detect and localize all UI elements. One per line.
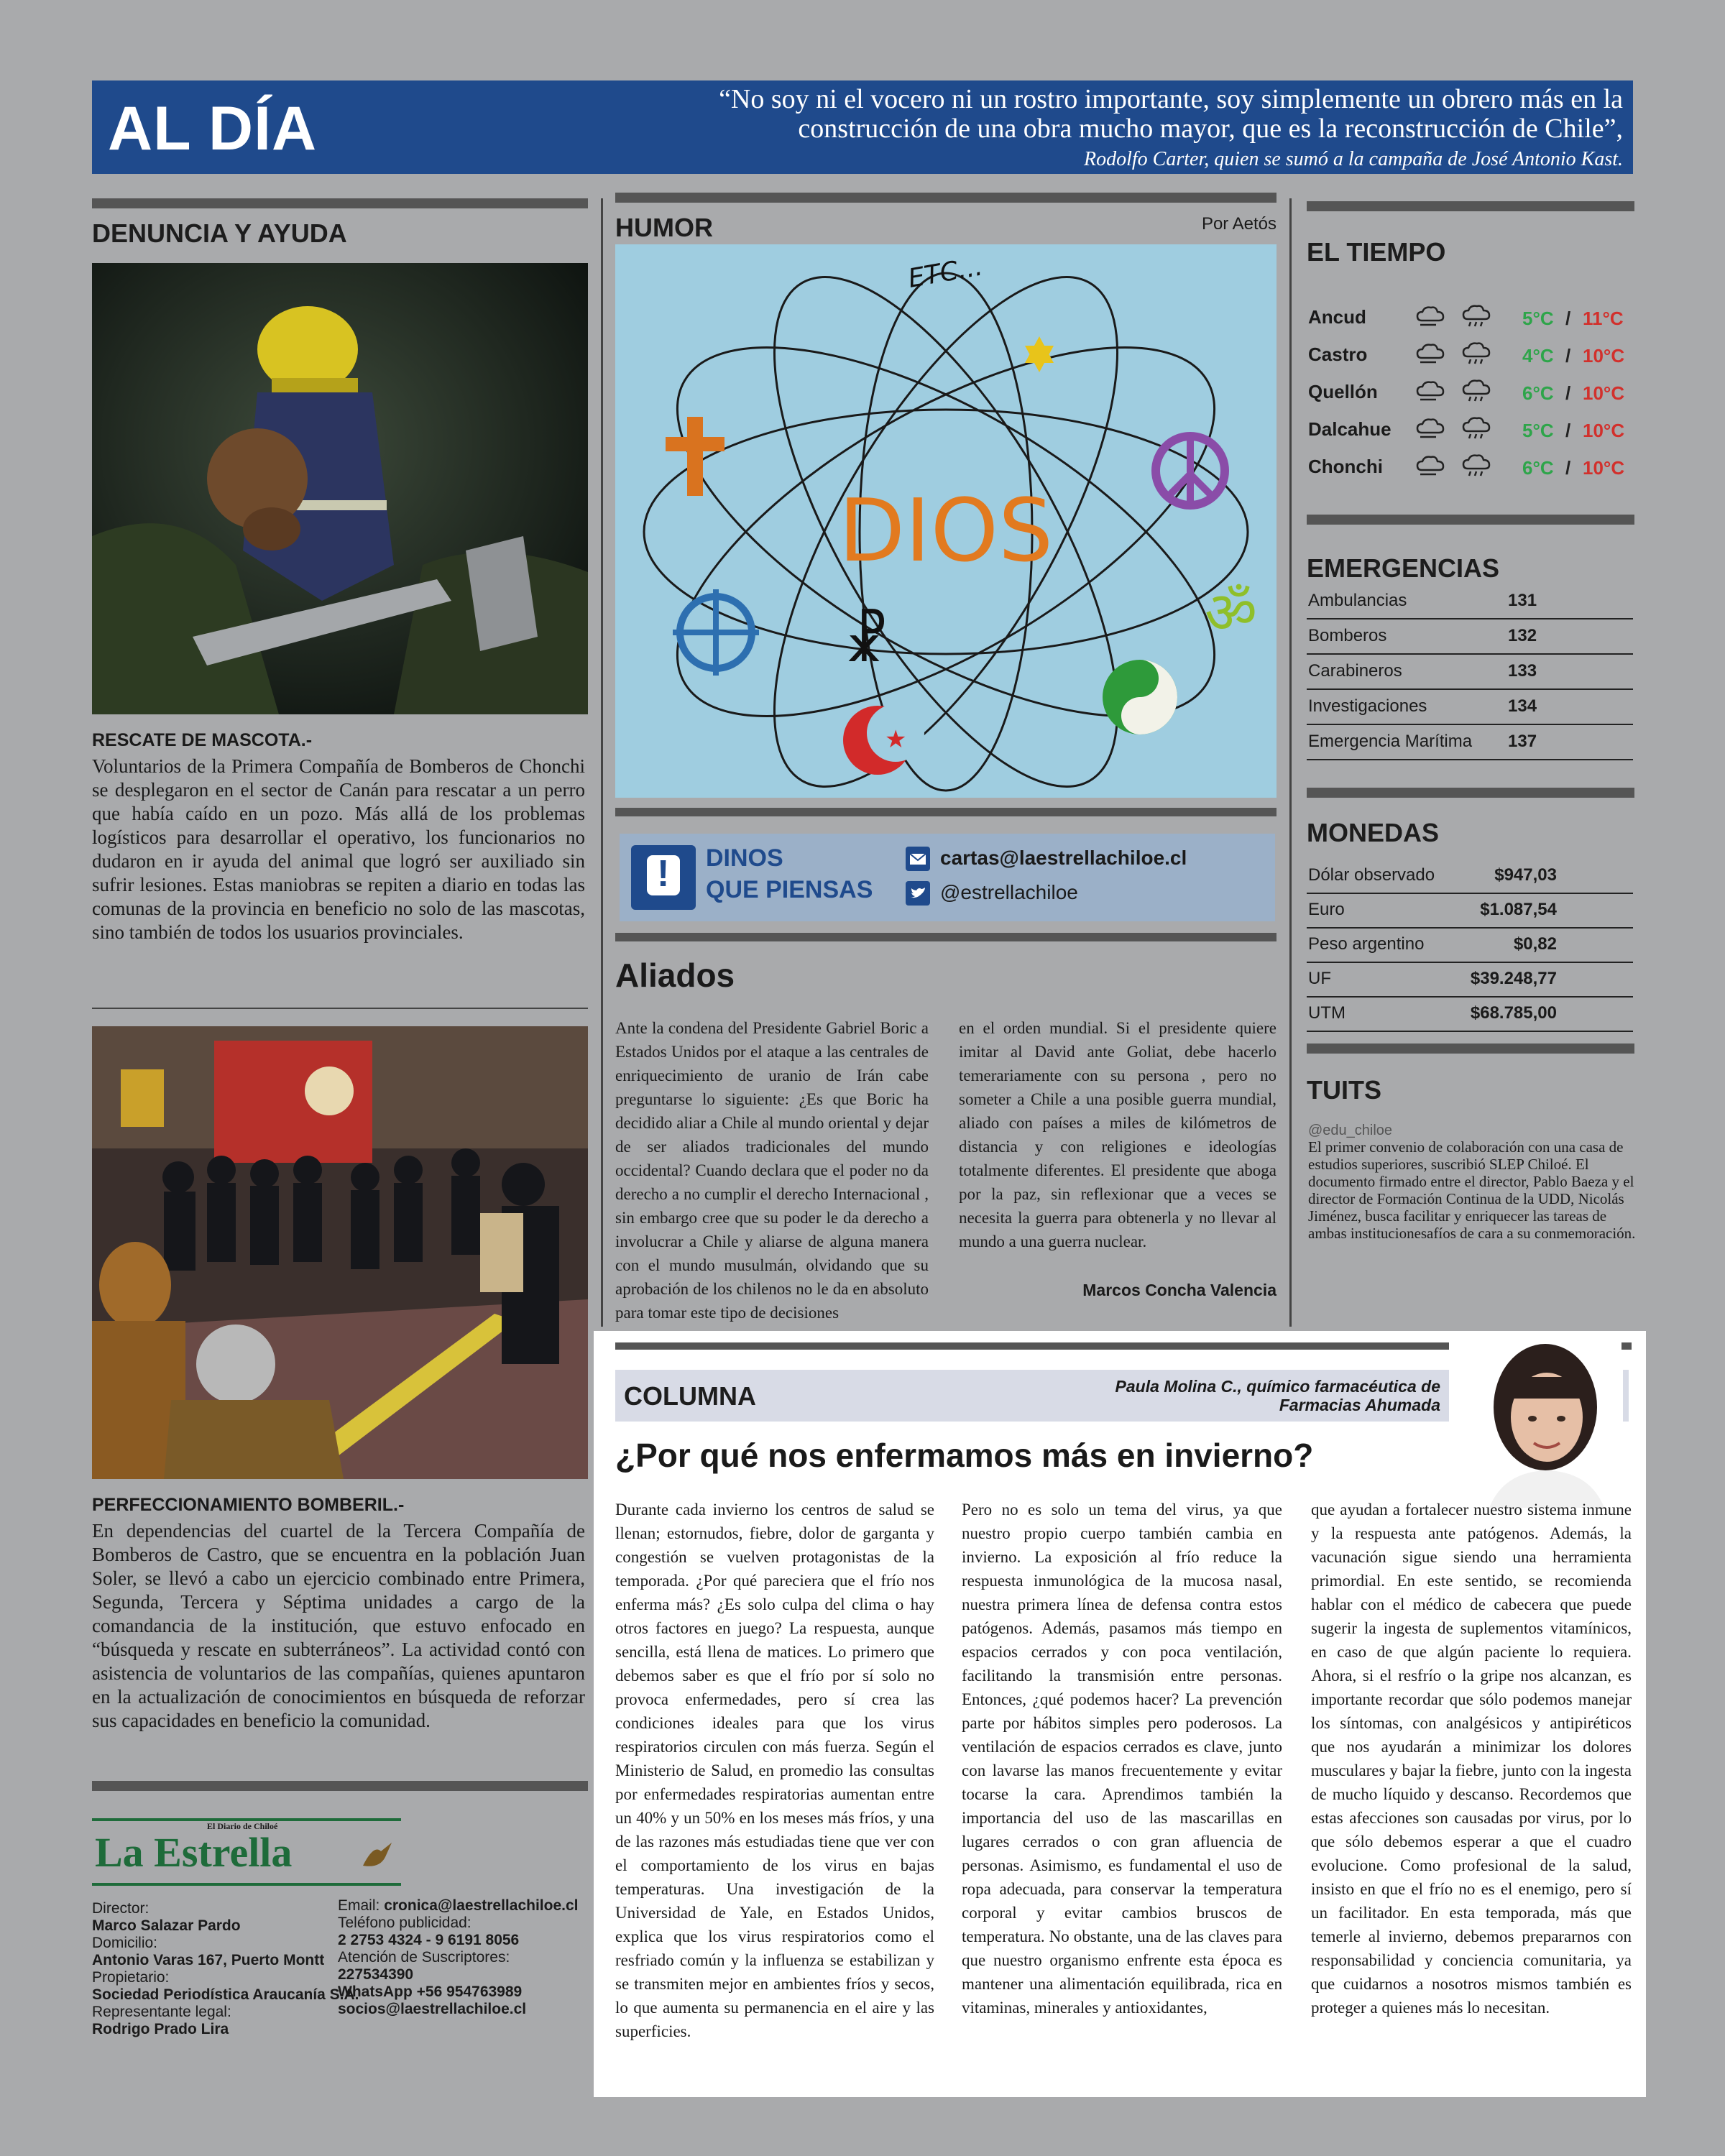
divider	[1307, 515, 1634, 525]
weather-max: 11°C	[1583, 308, 1624, 329]
caption-text: En dependencias del cuartel de la Tercera Compañía de Bomberos de Castro, que se encuentra en la población Juan Soler, se llevó a cabo un ejercicio combinado entre Primera, Segunda, Tercera y Séptima unidades a cargo de la comandancia de la institución, que estuvo enfocado en “búsqueda y rescate en subterráneos”. La actividad contó con asistencia de voluntarios de las compañías, quienes apuntaron en la actualización de conocimientos en búsqueda de reforzar sus capacidades en beneficio la comunidad.	[92, 1520, 585, 1731]
staff-socios-email[interactable]: socios@laestrellachiloe.cl	[338, 2001, 527, 2017]
cloud-rain-icon	[1460, 415, 1492, 441]
denuncia-heading: DENUNCIA Y AYUDA	[92, 218, 347, 248]
weather-max: 10°C	[1583, 420, 1625, 441]
emergency-row	[1307, 689, 1633, 725]
emergency-row	[1307, 654, 1633, 690]
aliados-col2: en el orden mundial. Si el presidente quiere imitar al David ante Goliat, debe hacerlo temerariamente con su persona , pero no someter a Chile a una posible guerra mundial, aliado con países a miles de kilómetros de distancia y con religiones e ideologías totalmente diferentes. El presidente que aboga por la paz, sin reflexionar que a veces se necesita la guerra para obtenerla y no llevar al mundo a una guerra nuclear.	[959, 1019, 1276, 1250]
currency-label: UF	[1308, 969, 1331, 988]
aliados-author: Marcos Concha Valencia	[1082, 1281, 1276, 1299]
weather-min: 6°C	[1522, 382, 1554, 404]
column-rule	[1289, 198, 1292, 1327]
weather-row	[1307, 300, 1634, 336]
tiempo-heading: EL TIEMPO	[1307, 237, 1446, 267]
weather-separator: /	[1565, 308, 1571, 329]
section-title: AL DÍA	[108, 94, 318, 163]
weather-min: 5°C	[1522, 420, 1554, 441]
divider	[1307, 201, 1634, 211]
aliados-col1: Ante la condena del Presidente Gabriel Boric a Estados Unidos por el ataque a las centrales de enriquecimiento de uranio de Irán cabe preguntarse lo siguiente: ¿Es que Boric ha decidido aliar a Chile al mundo oriental y dejar de ser aliados tradicionales del mundo occidental? Cuando declara que el poder no da derecho a no cumplir el derecho Internacional , sin embargo cree que su poder le da derecho a involucrar a Chile y aliarse de alguna manera con el mundo musulmán, olvidando que su aprobación de los chilenos no le da en absoluto para tomar este tipo de decisiones	[615, 1019, 929, 1322]
weather-city: Chonchi	[1308, 456, 1383, 477]
tuit-handle[interactable]: @edu_chiloe	[1308, 1123, 1393, 1138]
om-icon: ॐ	[1205, 579, 1257, 646]
cross-icon	[666, 417, 724, 496]
tuit-text: El primer convenio de colaboración con una casa de estudios superiores, suscribió SLEP Chiloé. El documento firmado entre el director, Pablo Baeza y el director de Formación Continua de la UDD, Nicolás Jiménez, busca facilitar y enriquecer las tareas de ambas institucionesafíos de cara a su conmemoración.	[1308, 1138, 1636, 1242]
emergency-number: 137	[1508, 732, 1537, 751]
currency-row	[1307, 962, 1633, 998]
emergency-row	[1307, 584, 1633, 619]
caption-title: RESCATE DE MASCOTA.-	[92, 730, 313, 750]
twitter-icon	[906, 881, 930, 906]
contact-email[interactable]: cartas@laestrellachiloe.cl	[940, 847, 1187, 869]
weather-min: 4°C	[1522, 345, 1554, 367]
currency-label: Euro	[1308, 900, 1345, 919]
caption-title: PERFECCIONAMIENTO BOMBERIL.-	[92, 1495, 405, 1515]
columna-header: COLUMNA Paula Molina C., químico farmacéutica de Farmacias Ahumada	[615, 1370, 1449, 1422]
bird-icon	[359, 1837, 395, 1873]
aliados-title: Aliados	[615, 957, 735, 994]
weather-max: 10°C	[1583, 457, 1625, 479]
section-header	[92, 80, 1633, 174]
weather-min: 5°C	[1522, 308, 1554, 329]
emergency-row	[1307, 619, 1633, 655]
cartoon-word: DIOS	[838, 482, 1054, 581]
weather-max: 10°C	[1583, 382, 1625, 404]
emergency-label: Carabineros	[1308, 661, 1402, 681]
emergency-number: 132	[1508, 626, 1537, 645]
emergency-row	[1307, 724, 1633, 760]
cloud-wind-icon	[1414, 453, 1446, 479]
quote-attribution: Rodolfo Carter, quien se sumó a la campaña de José Antonio Kast.	[1084, 148, 1623, 170]
columna-byline: Paula Molina C., químico farmacéutica de	[1115, 1377, 1440, 1396]
weather-city: Quellón	[1308, 381, 1378, 402]
photo-dog-rescue	[92, 263, 588, 714]
emergencias-heading: EMERGENCIAS	[1307, 553, 1500, 583]
currency-value: $0,82	[1513, 934, 1557, 954]
currency-value: $1.087,54	[1480, 900, 1557, 919]
weather-separator: /	[1565, 457, 1571, 479]
mail-icon	[906, 847, 930, 871]
weather-separator: /	[1565, 382, 1571, 404]
staff-left: Director: Marco Salazar Pardo Domicilio: Antonio Varas 167, Puerto Montt Propietario: Sociedad Periodística Araucanía S.A. Representante legal: Rodrigo Prado Lira	[92, 1900, 359, 2037]
cloud-wind-icon	[1414, 378, 1446, 404]
currency-value: $39.248,77	[1470, 969, 1557, 988]
columna-heading: COLUMNA	[624, 1381, 756, 1411]
emergency-number: 133	[1508, 661, 1537, 681]
humor-cartoon	[615, 244, 1276, 798]
currency-label: Dólar observado	[1308, 865, 1435, 885]
weather-row	[1307, 413, 1634, 448]
cloud-rain-icon	[1460, 303, 1492, 329]
divider	[1307, 788, 1634, 798]
currency-label: Peso argentino	[1308, 934, 1425, 954]
author-portrait	[1475, 1338, 1619, 1508]
cartoon-etc: ETC...	[906, 252, 985, 294]
peace-icon	[1156, 436, 1225, 505]
weather-city: Dalcahue	[1308, 418, 1392, 440]
cloud-rain-icon	[1460, 453, 1492, 479]
currency-row	[1307, 858, 1633, 894]
emergency-label: Investigaciones	[1308, 696, 1427, 716]
weather-row	[1307, 450, 1634, 486]
humor-byline: Por Aetós	[1201, 214, 1276, 234]
photo-firefighters-drill	[92, 1026, 588, 1479]
contact-box	[620, 834, 1275, 921]
divider	[92, 1781, 588, 1791]
contact-twitter[interactable]: @estrellachiloe	[940, 881, 1078, 903]
divider	[615, 933, 1276, 941]
weather-max: 10°C	[1583, 345, 1625, 367]
dinos-line1: DINOS	[706, 844, 783, 872]
newspaper-logo: El Diario de Chiloé La Estrella	[92, 1818, 401, 1886]
logo-text: La Estrella	[95, 1829, 293, 1876]
divider	[615, 808, 1276, 816]
tuits-heading: TUITS	[1307, 1075, 1381, 1105]
crescent-icon	[843, 704, 924, 775]
cloud-wind-icon	[1414, 415, 1446, 441]
divider	[92, 1008, 588, 1009]
dinos-line2: QUE PIENSAS	[706, 876, 873, 903]
currency-value: $68.785,00	[1470, 1003, 1557, 1023]
cloud-rain-icon	[1460, 378, 1492, 404]
divider	[92, 198, 588, 208]
currency-row	[1307, 927, 1633, 963]
weather-city: Castro	[1308, 344, 1368, 365]
caption-text: Voluntarios de la Primera Compañía de Bomberos de Chonchi se desplegaron en el sector de Canán para rescatar a un perro que había caído en un pozo. Más allá de los problemas logísticos para desarrollar el operativo, los funcionarios no dudaron en ir ayuda del animal que logró ser auxiliado sin sufrir lesiones. Estas maniobras se repiten a diario en todas las comunas de la provincia en beneficio no solo de las mascotas, sino también de todos los usuarios provinciales.	[92, 755, 585, 943]
svg-text:★: ★	[885, 725, 907, 754]
columna-col1: Durante cada invierno los centros de salud se llenan; estornudos, fiebre, dolor de garganta y congestión se vuelven protagonistas de la temporada. ¿Por qué pareciera que el frío nos enferma más? ¿Es solo culpa del clima o hay otros factores en juego? La respuesta, aunque sencilla, está llena de matices. Lo primero que debemos saber es que el frío por sí solo no provoca enfermedades, pero sí crea las condiciones ideales para que los virus respiratorios circulen con más fuerza. Según el Ministerio de Salud, en promedio las consultas por enfermedades respiratorias aumentan entre un 40% y un 50% en los meses más fríos, y una de las razones más estudiadas tiene que ver con el comportamiento de los virus en bajas temperaturas. Una investigación de la Universidad de Yale, en Estados Unidos, explica que los virus respiratorios como el resfriado común y la influenza se estabilizan y se transmiten mejor en ambientes fríos y secos, lo que aumenta su permanencia en el aire y las superficies.	[615, 1501, 934, 2040]
emergency-number: 134	[1508, 696, 1537, 716]
emergency-number: 131	[1508, 591, 1537, 610]
weather-min: 6°C	[1522, 457, 1554, 479]
cloud-wind-icon	[1414, 341, 1446, 367]
header-quote: “No soy ni el vocero ni un rostro importante, soy simplemente un obrero más en la construcción de una obra mucho mayor, que es la reconstrucción de Chile”,	[719, 84, 1623, 144]
yin-yang-icon	[1103, 660, 1177, 734]
currency-label: UTM	[1308, 1003, 1346, 1023]
dharma-wheel-icon	[673, 589, 759, 676]
emergency-label: Emergencia Marítima	[1308, 732, 1473, 751]
columna-col2: Pero no es solo un tema del virus, ya que nuestro propio cuerpo también cambia en invierno. La exposición al frío reduce la respuesta inmunológica de la mucosa nasal, nuestra primera línea de defensa contra estos patógenos. Además, pasamos más tiempo en espacios cerrados y con poca ventilación, facilitando la transmisión entre personas. Entonces, ¿qué podemos hacer? La prevención parte por hábitos simples pero poderosos. La ventilación de espacios cerrados es clave, junto con lavarse las manos frecuentemente y evitar tocarse la cara. Aprendimos también la importancia del uso de las mascarillas en lugares cerrados o con gran afluencia de personas. Asimismo, es fundamental el uso de ropa adecuada, para conservar la temperatura corporal y evitar cambios bruscos de temperatura. No obstante, una de las claves para que nuestro organismo enfrente esta época es mantener una alimentación equilibrada, rica en vitaminas, minerales y antioxidantes,	[962, 1501, 1282, 2017]
divider	[615, 193, 1276, 203]
staff-email[interactable]: cronica@laestrellachiloe.cl	[384, 1897, 579, 1914]
currency-row	[1307, 893, 1633, 929]
weather-separator: /	[1565, 420, 1571, 441]
emergency-label: Ambulancias	[1308, 591, 1407, 610]
column-rule	[601, 198, 603, 1327]
cloud-rain-icon	[1460, 341, 1492, 367]
cloud-wind-icon	[1414, 303, 1446, 329]
columna-col3: que ayudan a fortalecer nuestro sistema inmune y la respuesta ante patógenos. Además, la vacunación sigue siendo una herramienta primordial. En este sentido, se recomienda hablar con el médico de cabecera que puede sugerir la ingesta de suplementos vitamínicos, en caso de que algún paciente lo requiera. Ahora, si el resfrío o la gripe nos alcanzan, es importante recordar que sólo podemos manejar los síntomas, con analgésicos y antipiréticos que nos ayudarán a minimizar los dolores musculares y bajar la fiebre, junto con la ingesta de mucho líquido y descanso. Recordemos que estas afecciones son causadas por virus, por lo que sólo debemos esperar a que el cuadro evolucione. Como profesional de la salud, insisto en que el frío no es el enemigo, pero sí un facilitador. En esta temporada, más que temerle al invierno, debemos prepararnos con responsabilidad y conciencia comunitaria, ya que cuidarnos a nosotros mismos también es proteger a quienes más lo necesitan.	[1311, 1501, 1632, 2017]
staff-right: Email: cronica@laestrellachiloe.cl Teléfono publicidad: 2 2753 4324 - 9 6191 8056 Atención de Suscriptores: 227534390 WhatsApp +56 954763989 socios@laestrellachiloe.cl	[338, 1897, 579, 2017]
divider	[615, 1342, 1449, 1350]
weather-city: Ancud	[1308, 306, 1366, 328]
currency-value: $947,03	[1494, 865, 1557, 885]
currency-row	[1307, 996, 1633, 1032]
chi-rho-icon: ☧	[844, 608, 889, 675]
monedas-heading: MONEDAS	[1307, 818, 1440, 847]
divider	[1307, 1044, 1634, 1054]
weather-row	[1307, 338, 1634, 374]
humor-heading: HUMOR	[615, 213, 713, 242]
exclamation-icon: !	[631, 845, 696, 910]
columna-title: ¿Por qué nos enfermamos más en invierno?	[615, 1437, 1314, 1474]
weather-row	[1307, 375, 1634, 411]
emergency-label: Bomberos	[1308, 626, 1387, 645]
weather-separator: /	[1565, 345, 1571, 367]
